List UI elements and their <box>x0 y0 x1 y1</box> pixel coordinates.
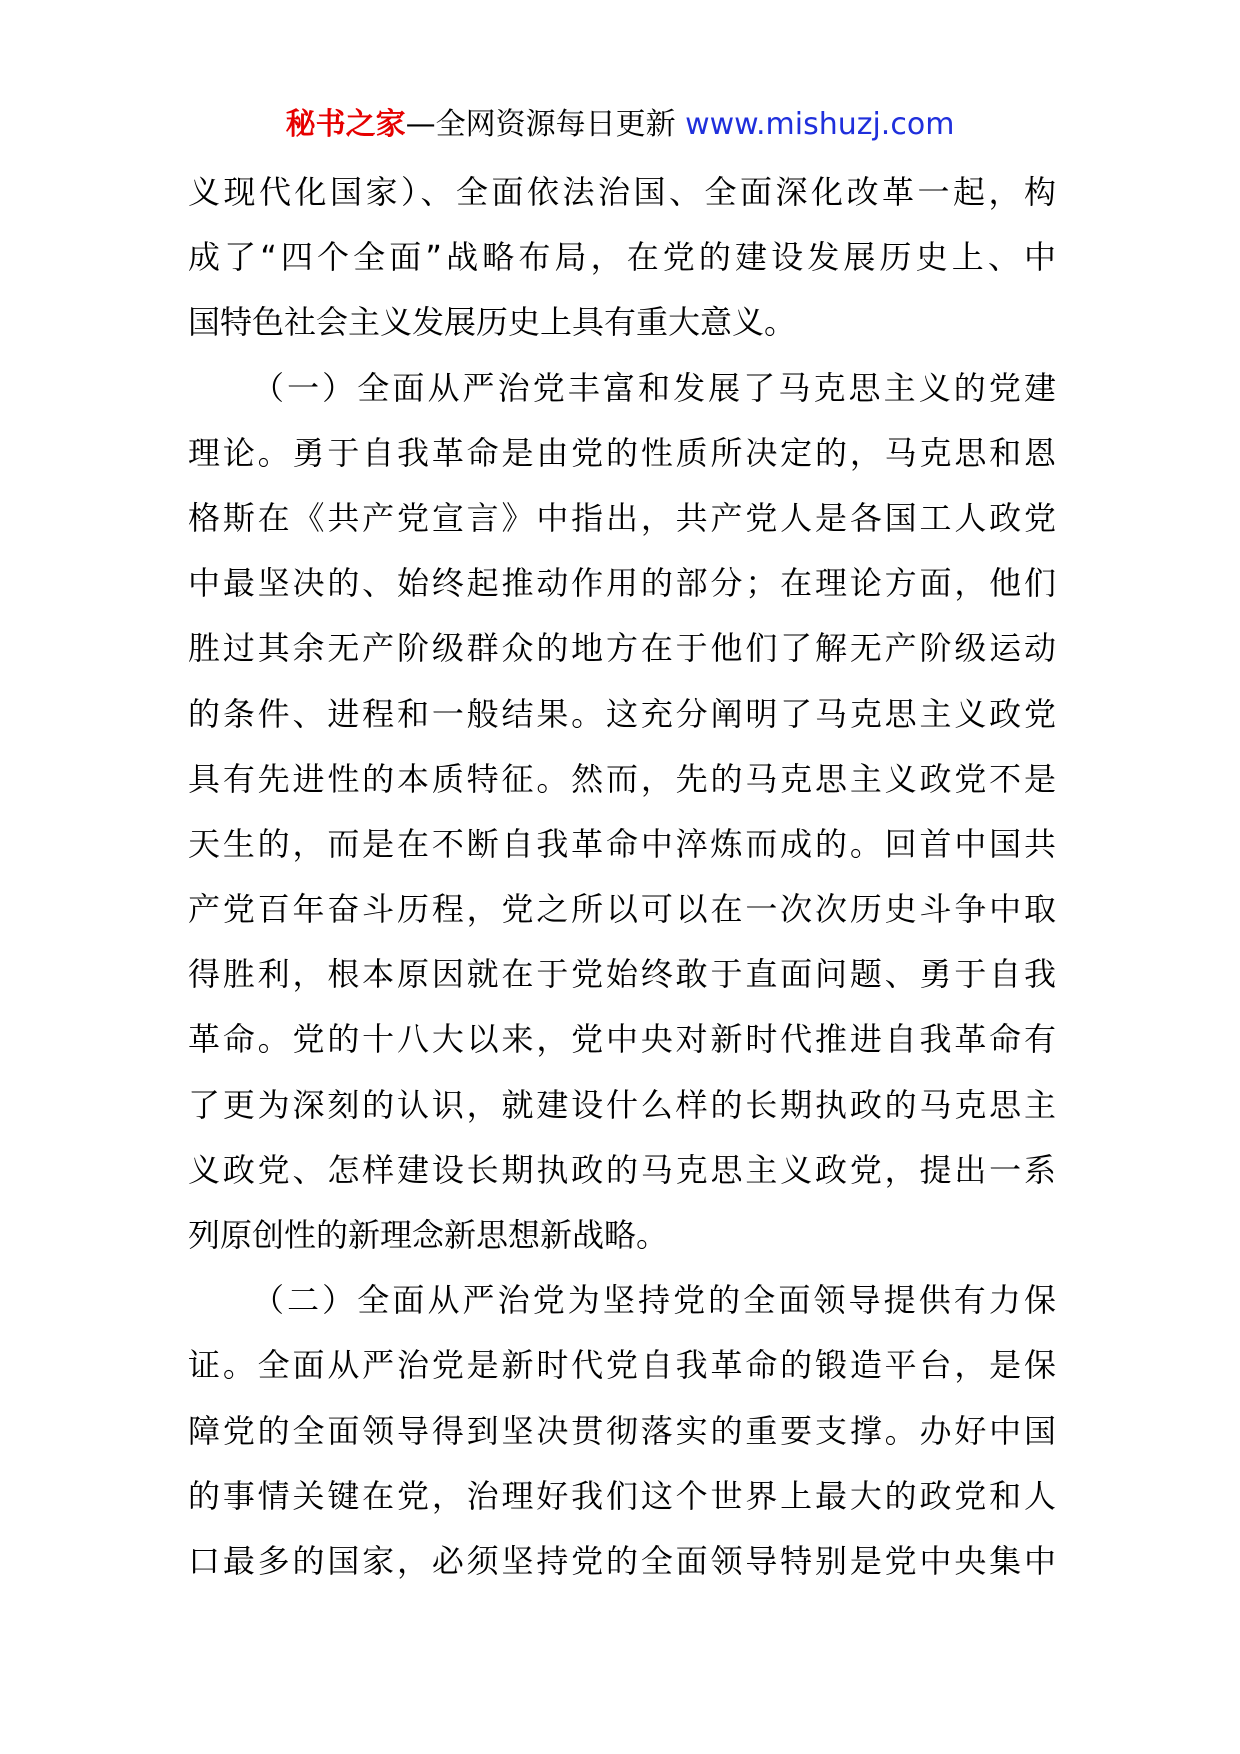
header-site-link[interactable]: www.mishuzj.com <box>675 107 955 142</box>
text-line: 天生的，而是在不断自我革命中淬炼而成的。回首中国共 <box>188 824 1056 863</box>
body-text <box>188 160 1056 1594</box>
text-line: 得胜利，根本原因就在于党始终敢于直面问题、勇于自我 <box>188 955 1056 994</box>
text-line: 口最多的国家，必须坚持党的全面领导特别是党中央集中 <box>188 1541 1056 1580</box>
text-line: 中最坚决的、始终起推动作用的部分；在理论方面，他们 <box>188 564 1056 603</box>
text-line: 产党百年奋斗历程，党之所以可以在一次次历史斗争中取 <box>188 890 1056 929</box>
text-line: 义现代化国家）、全面依法治国、全面深化改革一起，构 <box>188 173 1056 211</box>
paragraph-heading-2: （二）全面从严治党为坚持党的全面领导提供有力保 <box>252 1281 1056 1320</box>
text-line: 成了“四个全面”战略布局，在党的建设发展历史上、中 <box>188 238 1056 277</box>
text-line: 胜过其余无产阶级群众的地方在于他们了解无产阶级运动 <box>188 629 1056 668</box>
text-line: 革命。党的十八大以来，党中央对新时代推进自我革命有 <box>188 1020 1056 1059</box>
text-line: 格斯在《共产党宣言》中指出，共产党人是各国工人政党 <box>188 498 1056 537</box>
text-line: 的条件、进程和一般结果。这充分阐明了马克思主义政党 <box>188 694 1056 733</box>
text-line: 国特色社会主义发展历史上具有重大意义。 <box>188 303 797 342</box>
header-tagline: —全网资源每日更新 <box>405 107 676 142</box>
text-line: 理论。勇于自我革命是由党的性质所决定的，马克思和恩 <box>188 433 1056 472</box>
text-line: 证。全面从严治党是新时代党自我革命的锻造平台，是保 <box>188 1346 1056 1385</box>
page-header <box>0 100 1240 150</box>
text-line: 了更为深刻的认识，就建设什么样的长期执政的马克思主 <box>188 1085 1056 1124</box>
text-line: 义政党、怎样建设长期执政的马克思主义政党，提出一系 <box>188 1150 1056 1189</box>
text-line: 的事情关键在党，治理好我们这个世界上最大的政党和人 <box>188 1476 1056 1515</box>
text-line: 具有先进性的本质特征。然而，先的马克思主义政党不是 <box>188 759 1056 798</box>
paragraph-heading-1: （一）全面从严治党丰富和发展了马克思主义的党建 <box>252 368 1056 407</box>
text-line: 障党的全面领导得到坚决贯彻落实的重要支撑。办好中国 <box>188 1411 1056 1450</box>
header-brand: 秘书之家 <box>285 107 406 142</box>
text-line: 列原创性的新理念新思想新战略。 <box>188 1216 669 1254</box>
